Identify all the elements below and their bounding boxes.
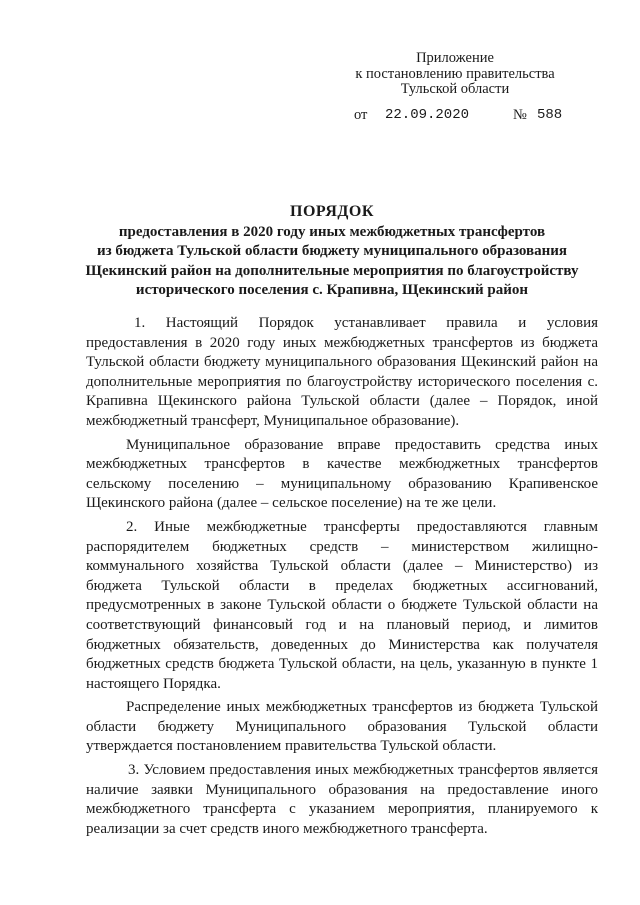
number-label: № bbox=[513, 107, 527, 123]
paragraph-2: 2. Иные межбюджетные трансферты предоставляются главным распорядителем бюджетных средств – министерством жилищно-коммунального хозяйства Тульской области (далее – Министерство) из бюджета Тульской области в пределах бюджетных ассигнований, предусмотренных в законе Тульской области о бюджете Тульской области на соответствующий финансовый год и на плановый период, и лимитов бюджетных обязательств, доведенных до Министерства как получателя бюджетных средств бюджета Тульской области, на цель, указанную в пункте 1 настоящего Порядка. bbox=[86, 518, 598, 692]
date-value: 22.09.2020 bbox=[385, 107, 470, 123]
subtitle-line: предоставления в 2020 году иных межбюджетных трансфертов bbox=[118, 223, 546, 240]
appendix-line: Тульской области bbox=[400, 81, 510, 97]
subtitle-line: из бюджета Тульской области бюджету муниципального образования bbox=[96, 243, 568, 259]
subtitle-line: Щекинский район на дополнительные мероприятия по благоустройству bbox=[85, 262, 579, 279]
document-heading bbox=[70, 202, 594, 301]
paragraph-3: 3. Условием предоставления иных межбюджетных трансфертов является наличие заявки Муниципального образования на предоставление иного межбюджетного трансферта с указанием мероприятия, планируемого к реализации за счет средств иного межбюджетного трансферта. bbox=[86, 762, 598, 837]
appendix-block bbox=[340, 51, 570, 98]
document-body bbox=[86, 314, 598, 843]
number-value: 588 bbox=[537, 107, 563, 123]
document-title: ПОРЯДОК bbox=[290, 203, 374, 220]
appendix-line: к постановлению правительства bbox=[355, 65, 555, 82]
paragraph-1-continued: Муниципальное образование вправе предоставить средства иных межбюджетных трансфертов в качестве межбюджетных трансфертов сельскому поселению – муниципальному образованию Крапивенское Щекинского района (далее – сельское поселение) на те же цели. bbox=[86, 436, 598, 512]
paragraph-2-continued: Распределение иных межбюджетных трансфертов из бюджета Тульской области бюджету Муниципального образования Тульской области утверждается постановлением правительства Тульской области. bbox=[86, 699, 598, 755]
appendix-line: Приложение bbox=[416, 50, 494, 66]
paragraph-1: 1. Настоящий Порядок устанавливает правила и условия предоставления в 2020 году иных межбюджетных трансфертов из бюджета Тульской области бюджету муниципального образования Щекинский район на дополнительные мероприятия по благоустройству исторического поселения с. Крапивна Щекинского района Тульской области (далее – Порядок, иной межбюджетный трансферт, Муниципальное образование). bbox=[86, 315, 598, 429]
date-label: от bbox=[354, 107, 368, 123]
subtitle-line: исторического поселения с. Крапивна, Щекинский район bbox=[135, 282, 529, 298]
